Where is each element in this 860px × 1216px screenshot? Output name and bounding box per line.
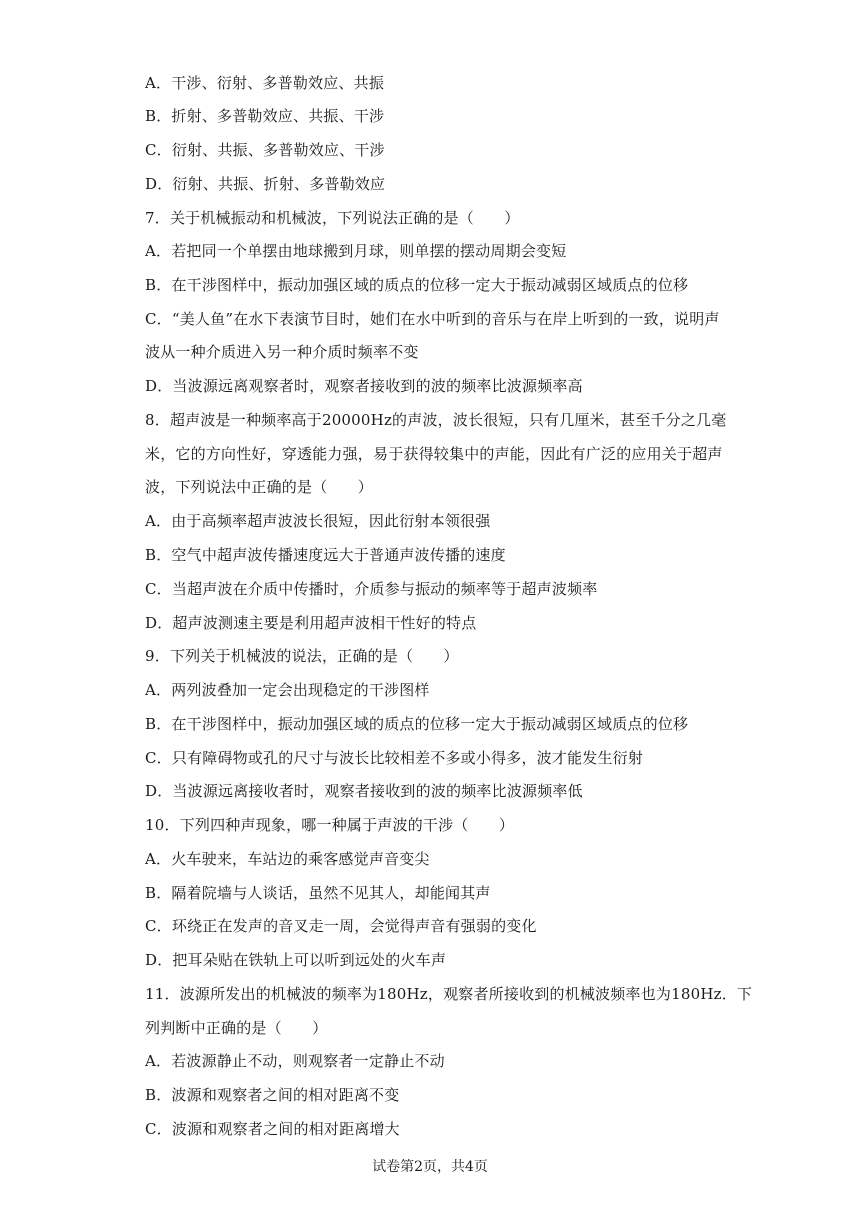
q7-option-b: B．在干涉图样中，振动加强区域的质点的位移一定大于振动减弱区域质点的位移 xyxy=(145,276,689,294)
q10-option-d: D．把耳朵贴在铁轨上可以听到远处的火车声 xyxy=(145,951,447,969)
q11-option-c: C．波源和观察者之间的相对距离增大 xyxy=(145,1120,400,1138)
q10-stem: 10．下列四种声现象，哪一种属于声波的干涉（ ） xyxy=(145,816,515,834)
q8-option-a: A．由于高频率超声波波长很短，因此衍射本领很强 xyxy=(145,512,491,530)
q6-option-d: D．衍射、共振、折射、多普勒效应 xyxy=(145,175,386,193)
q11-stem-line1: 11．波源所发出的机械波的频率为180Hz，观察者所接收到的机械波频率也为180Hz．下 xyxy=(145,985,753,1003)
q9-option-b: B．在干涉图样中，振动加强区域的质点的位移一定大于振动减弱区域质点的位移 xyxy=(145,715,689,733)
q7-option-d: D．当波源远离观察者时，观察者接收到的波的频率比波源频率高 xyxy=(145,377,583,395)
q6-option-a: A．干涉、衍射、多普勒效应、共振 xyxy=(145,74,385,92)
page-footer: 试卷第2页，共4页 xyxy=(372,1159,488,1175)
q8-option-b: B．空气中超声波传播速度远大于普通声波传播的速度 xyxy=(145,546,506,564)
q9-stem: 9．下列关于机械波的说法，正确的是（ ） xyxy=(145,647,459,665)
q8-option-c: C．当超声波在介质中传播时，介质参与振动的频率等于超声波频率 xyxy=(145,580,598,598)
q11-stem-line2: 列判断中正确的是（ ） xyxy=(145,1019,328,1037)
q10-option-a: A．火车驶来，车站边的乘客感觉声音变尖 xyxy=(145,850,430,868)
q8-stem-line3: 波，下列说法中正确的是（ ） xyxy=(145,478,374,496)
q7-option-c-line2: 波从一种介质进入另一种介质时频率不变 xyxy=(145,343,419,361)
q6-option-b: B．折射、多普勒效应、共振、干涉 xyxy=(145,107,385,125)
q11-option-b: B．波源和观察者之间的相对距离不变 xyxy=(145,1086,400,1104)
q10-option-b: B．隔着院墙与人谈话，虽然不见其人，却能闻其声 xyxy=(145,884,491,902)
q9-option-d: D．当波源远离接收者时，观察者接收到的波的频率比波源频率低 xyxy=(145,782,583,800)
q9-option-c: C．只有障碍物或孔的尺寸与波长比较相差不多或小得多，波才能发生衍射 xyxy=(145,749,644,767)
q7-option-c-line1: C．“美人鱼”在水下表演节目时，她们在水中听到的音乐与在岸上听到的一致，说明声 xyxy=(145,310,720,328)
q8-option-d: D．超声波测速主要是利用超声波相干性好的特点 xyxy=(145,614,477,632)
q7-stem: 7．关于机械振动和机械波，下列说法正确的是（ ） xyxy=(145,209,520,227)
q11-option-a: A．若波源静止不动，则观察者一定静止不动 xyxy=(145,1052,445,1070)
q8-stem-line1: 8．超声波是一种频率高于20000Hz的声波，波长很短，只有几厘米，甚至千分之几毫 xyxy=(145,411,727,429)
q6-option-c: C．衍射、共振、多普勒效应、干涉 xyxy=(145,141,385,159)
q7-option-a: A．若把同一个单摆由地球搬到月球，则单摆的摆动周期会变短 xyxy=(145,242,567,260)
q9-option-a: A．两列波叠加一定会出现稳定的干涉图样 xyxy=(145,681,430,699)
q8-stem-line2: 米，它的方向性好，穿透能力强，易于获得较集中的声能，因此有广泛的应用关于超声 xyxy=(145,445,723,463)
q10-option-c: C．环绕正在发声的音叉走一周，会觉得声音有强弱的变化 xyxy=(145,917,537,935)
